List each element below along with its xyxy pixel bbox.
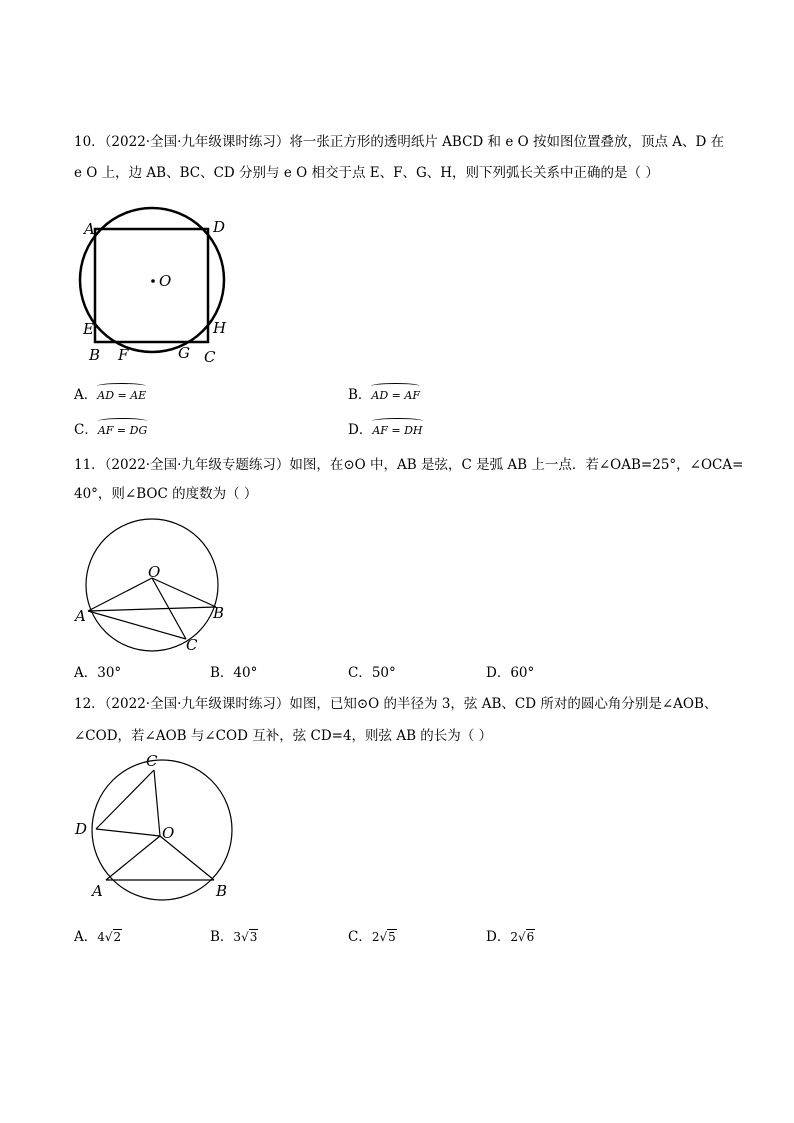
- q11-segment-ob: [152, 578, 216, 607]
- q11-option-c[interactable]: C．50°: [348, 665, 396, 681]
- q10-text-line2: e O 上，边 AB、BC、CD 分别与 e O 相交于点 E、F、G、H，则下列弧长关系中正确的是（ ）: [74, 165, 659, 181]
- q12-chord-cd: [96, 770, 154, 829]
- q12-label-d: D: [75, 820, 88, 838]
- q10-label-g: G: [178, 344, 190, 362]
- q11-option-a[interactable]: A．30°: [74, 665, 122, 681]
- q11-option-b[interactable]: B．40°: [210, 665, 258, 681]
- q12-option-b[interactable]: B．3√3: [210, 929, 258, 945]
- q10-label-h: H: [213, 319, 227, 337]
- q10-label-e: E: [83, 320, 94, 338]
- q11-figure: [70, 515, 240, 660]
- q10-option-d[interactable]: D．AF = DH: [348, 418, 423, 441]
- q10-label-o: O: [159, 272, 172, 290]
- q11-label-a: A: [75, 607, 86, 625]
- q12-segment-od: [96, 829, 160, 836]
- q12-option-a[interactable]: A．4√2: [74, 929, 122, 945]
- q10-center-point: [151, 279, 155, 283]
- q10-label-f: F: [118, 346, 129, 364]
- q10-label-c: C: [204, 348, 216, 366]
- q10-label-b: B: [89, 346, 101, 364]
- q11-segment-oa: [88, 578, 152, 611]
- q12-segment-oc: [154, 770, 160, 836]
- q12-text-line2: ∠COD，若∠AOB 与∠COD 互补，弦 CD=4，则弦 AB 的长为（ ）: [74, 728, 493, 744]
- q11-option-d[interactable]: D．60°: [486, 665, 535, 681]
- q10-label-a: A: [84, 220, 95, 238]
- q12-option-d[interactable]: D．2√6: [486, 929, 535, 945]
- q12-segment-oa: [106, 836, 160, 880]
- q12-label-o: O: [162, 824, 175, 842]
- q10-option-b[interactable]: B．AD = AF: [348, 383, 420, 406]
- q11-circle: [86, 519, 218, 651]
- q12-segment-ob: [160, 836, 214, 880]
- q11-text-line1: 11．（2022·全国·九年级专题练习）如图，在⊙O 中，AB 是弦，C 是弧 AB 上一点．若∠OAB=25°，∠OCA=: [74, 457, 744, 473]
- q12-label-c: C: [146, 752, 158, 770]
- q12-text-line1: 12．（2022·全国·九年级课时练习）如图，已知⊙O 的半径为 3，弦 AB、CD 所对的圆心角分别是∠AOB、: [74, 696, 718, 712]
- q10-text-line1: 10．（2022·全国·九年级课时练习）将一张正方形的透明纸片 ABCD 和 e O 按如图位置叠放，顶点 A、D 在: [74, 134, 725, 150]
- q10-option-a[interactable]: A．AD = AE: [74, 383, 146, 406]
- q11-chord-ab: [88, 607, 216, 611]
- q11-segment-ac: [88, 611, 186, 639]
- q11-label-b: B: [213, 604, 225, 622]
- q11-label-c: C: [186, 636, 198, 654]
- q12-figure: [70, 748, 245, 913]
- q10-figure: [70, 200, 240, 370]
- q10-square: [95, 229, 208, 342]
- q11-text-line2: 40°，则∠BOC 的度数为（ ）: [74, 486, 258, 502]
- q12-option-c[interactable]: C．2√5: [348, 929, 396, 945]
- q11-label-o: O: [148, 563, 161, 581]
- q10-option-c[interactable]: C．AF = DG: [74, 418, 147, 441]
- q12-label-b: B: [216, 882, 228, 900]
- q10-label-d: D: [213, 218, 226, 236]
- q12-label-a: A: [92, 882, 103, 900]
